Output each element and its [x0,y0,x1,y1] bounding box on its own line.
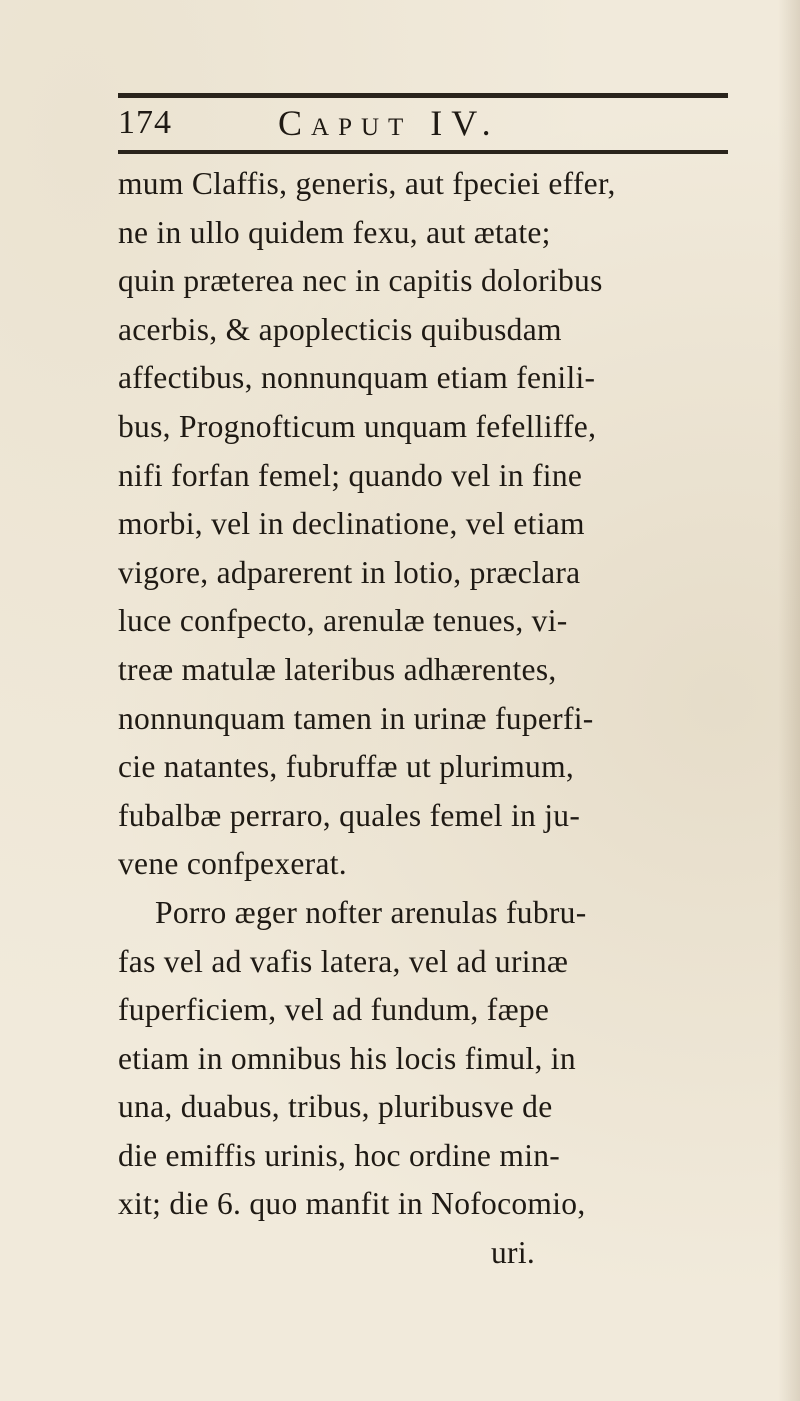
header-bottom-rule [118,150,728,154]
text-line: vene confpexerat. [118,846,347,882]
header-top-rule [118,93,728,98]
text-line: acerbis, & apoplecticis quibusdam [118,311,562,347]
page-number: 174 [118,104,172,141]
text-line: ne in ullo quidem fexu, aut ætate; [118,214,551,250]
text-line: bus, Prognofticum unquam fefelliffe, [118,408,597,444]
text-line: fubalbæ perraro, quales femel in ju- [118,797,581,833]
text-line: quin præterea nec in capitis doloribus [118,263,603,299]
text-line: nifi forfan femel; quando vel in fine [118,457,583,493]
text-line: mum Claffis, generis, aut fpeciei effer, [118,166,616,201]
text-line: luce confpecto, arenulæ tenues, vi- [118,603,568,639]
text-line: affectibus, nonnunquam etiam fenili- [118,360,596,396]
running-head: Caput IV. [278,103,500,143]
text-line: fuperficiem, vel ad fundum, fæpe [118,992,550,1028]
catchword: uri. [491,1235,536,1271]
text-line: Porro æger nofter arenulas fubru- [155,894,587,930]
text-line: xit; die 6. quo manfit in Nofocomio, [118,1186,586,1222]
text-line: vigore, adparerent in lotio, præclara [118,554,581,590]
text-line: una, duabus, tribus, pluribusve de [118,1089,553,1125]
text-line: treæ matulæ lateribus adhærentes, [118,651,557,687]
page-edge-shadow [778,0,800,1401]
text-line: etiam in omnibus his locis fimul, in [118,1040,576,1076]
body-text [118,160,738,1278]
page-header [118,100,728,148]
text-line: nonnunquam tamen in urinæ fuperfi- [118,700,594,736]
text-line: die emiffis urinis, hoc ordine min- [118,1137,561,1173]
text-line: morbi, vel in declinatione, vel etiam [118,506,585,542]
text-line: fas vel ad vafis latera, vel ad urinæ [118,943,569,979]
text-line: cie natantes, fubruffæ ut plurimum, [118,749,575,785]
